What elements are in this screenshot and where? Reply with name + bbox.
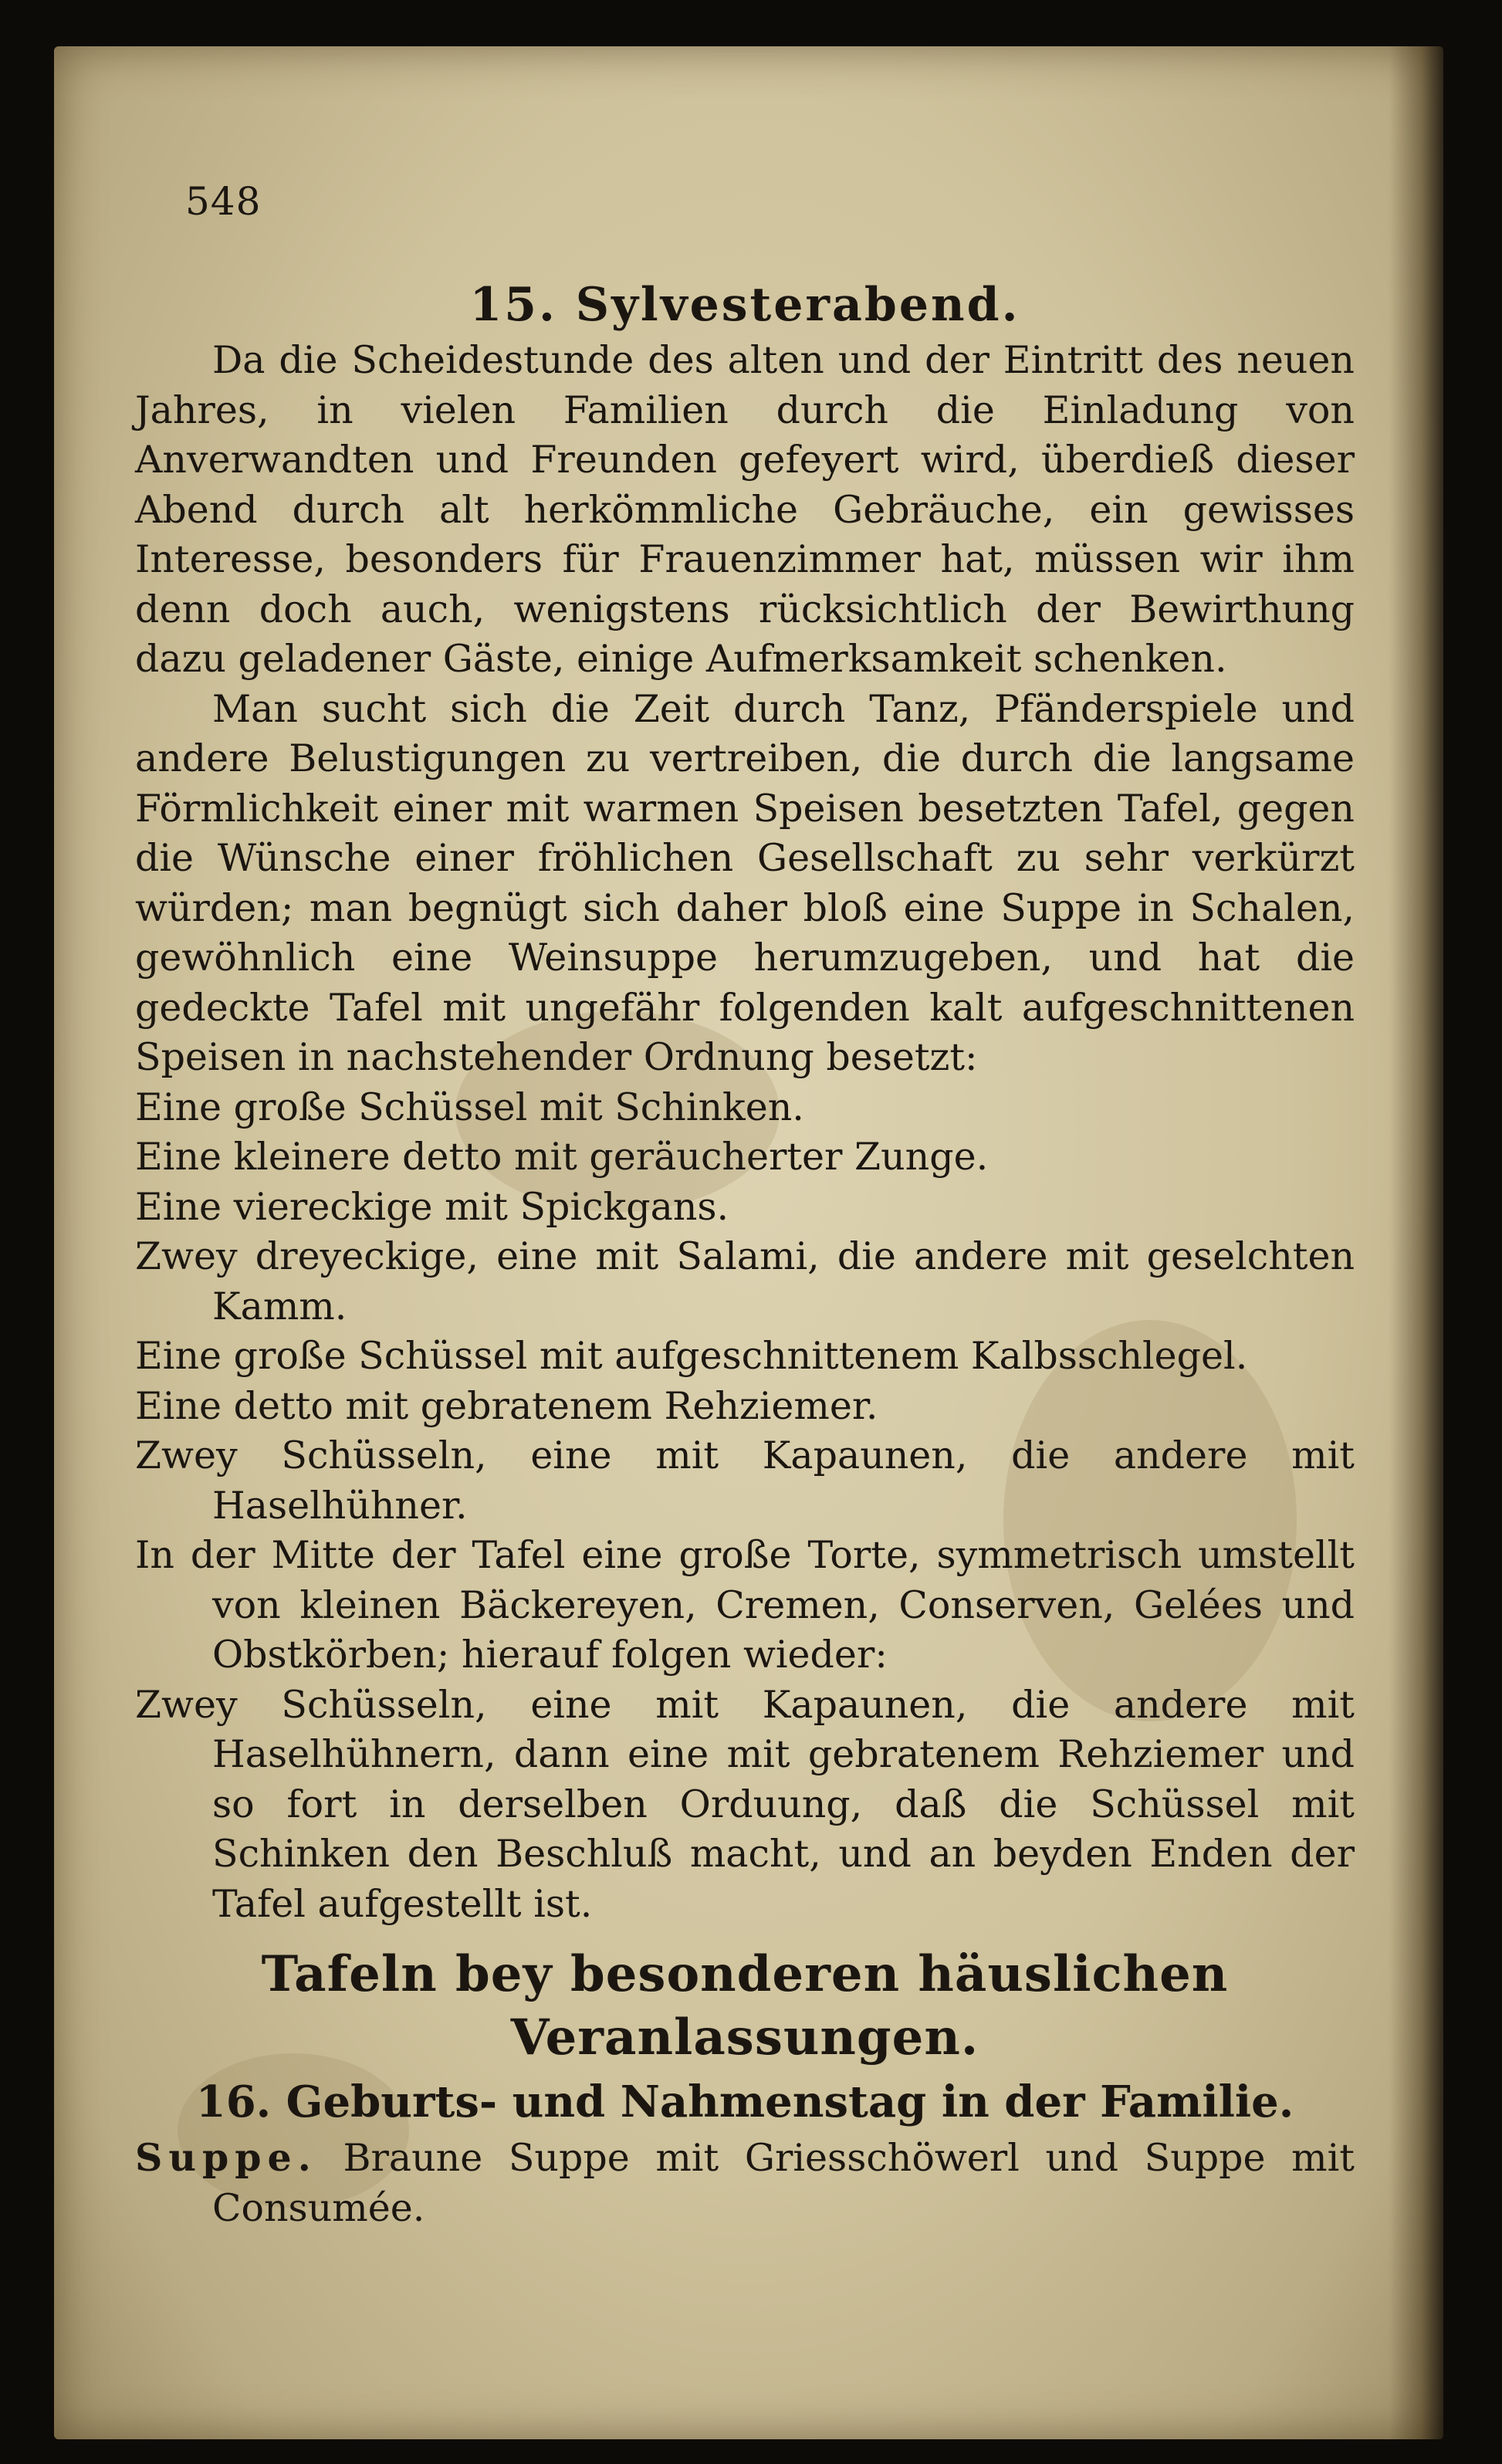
page-number: 548	[185, 179, 262, 224]
paragraph: Man sucht sich die Zeit durch Tanz, Pfänderspiele und andere Belustigungen zu vertreiben, die durch die langsame Förmlichkeit einer mit warmen Speisen besetzten Tafel, gegen die Wünsche einer fröhlichen Gesellschaft zu sehr verkürzt würden; man begnügt sich daher bloß eine Suppe in Schalen, gewöhnlich eine Weinsuppe herumzugeben, und hat die gedeckte Tafel mit ungefähr folgenden kalt aufgeschnittenen Speisen in nachstehender Ordnung besetzt:	[135, 686, 1355, 1079]
list-item: In der Mitte der Tafel eine große Torte, symmetrisch umstellt von kleinen Bäckereyen, Cremen, Conserven, Gelées und Obstkörben; hierauf folgen wieder:	[135, 1533, 1355, 1677]
page-body	[135, 174, 1355, 2233]
page-gutter-shadow	[1389, 46, 1443, 2439]
list-item: Zwey Schüsseln, eine mit Kapaunen, die andere mit Haselhühnern, dann eine mit gebratenem Rehziemer und so fort in derselben Orduung, daß die Schüssel mit Schinken den Beschluß macht, und an beyden Enden der Tafel aufgestellt ist.	[135, 1682, 1355, 1926]
menu-line	[135, 2133, 1355, 2233]
chapter-heading: Tafeln bey besonderen häuslichen Veranlassungen.	[261, 1945, 1229, 2066]
paragraph: Da die Scheidestunde des alten und der Eintritt des neuen Jahres, in vielen Familien durch die Einladung von Anverwandten und Freunden gefeyert wird, überdieß dieser Abend durch alt herkömmliche Gebräuche, ein gewisses Interesse, besonders für Frauenzimmer hat, müssen wir ihm denn doch auch, wenigstens rücksichtlich der Bewirthung dazu geladener Gäste, einige Aufmerksamkeit schenken.	[135, 338, 1355, 681]
list-item: Eine viereckige mit Spickgans.	[135, 1184, 729, 1229]
section-title: 15. Sylvesterabend.	[469, 278, 1020, 332]
list-item: Eine detto mit gebratenem Rehziemer.	[135, 1383, 878, 1428]
list-item: Zwey dreyeckige, eine mit Salami, die andere mit geselchten Kamm.	[135, 1234, 1355, 1328]
list-item: Eine große Schüssel mit aufgeschnittenem Kalbsschlegel.	[135, 1334, 1248, 1378]
list-item: Eine große Schüssel mit Schinken.	[135, 1085, 804, 1129]
course-label: Suppe.	[135, 2135, 317, 2180]
list-item: Zwey Schüsseln, eine mit Kapaunen, die andere mit Haselhühner.	[135, 1433, 1355, 1528]
list-item: Eine kleinere detto mit geräucherter Zunge.	[135, 1135, 989, 1179]
subsection-heading: 16. Geburts- und Nahmenstag in der Familie.	[195, 2076, 1294, 2127]
course-text: Braune Suppe mit Griesschöwerl und Suppe mit Consumée.	[212, 2136, 1355, 2230]
